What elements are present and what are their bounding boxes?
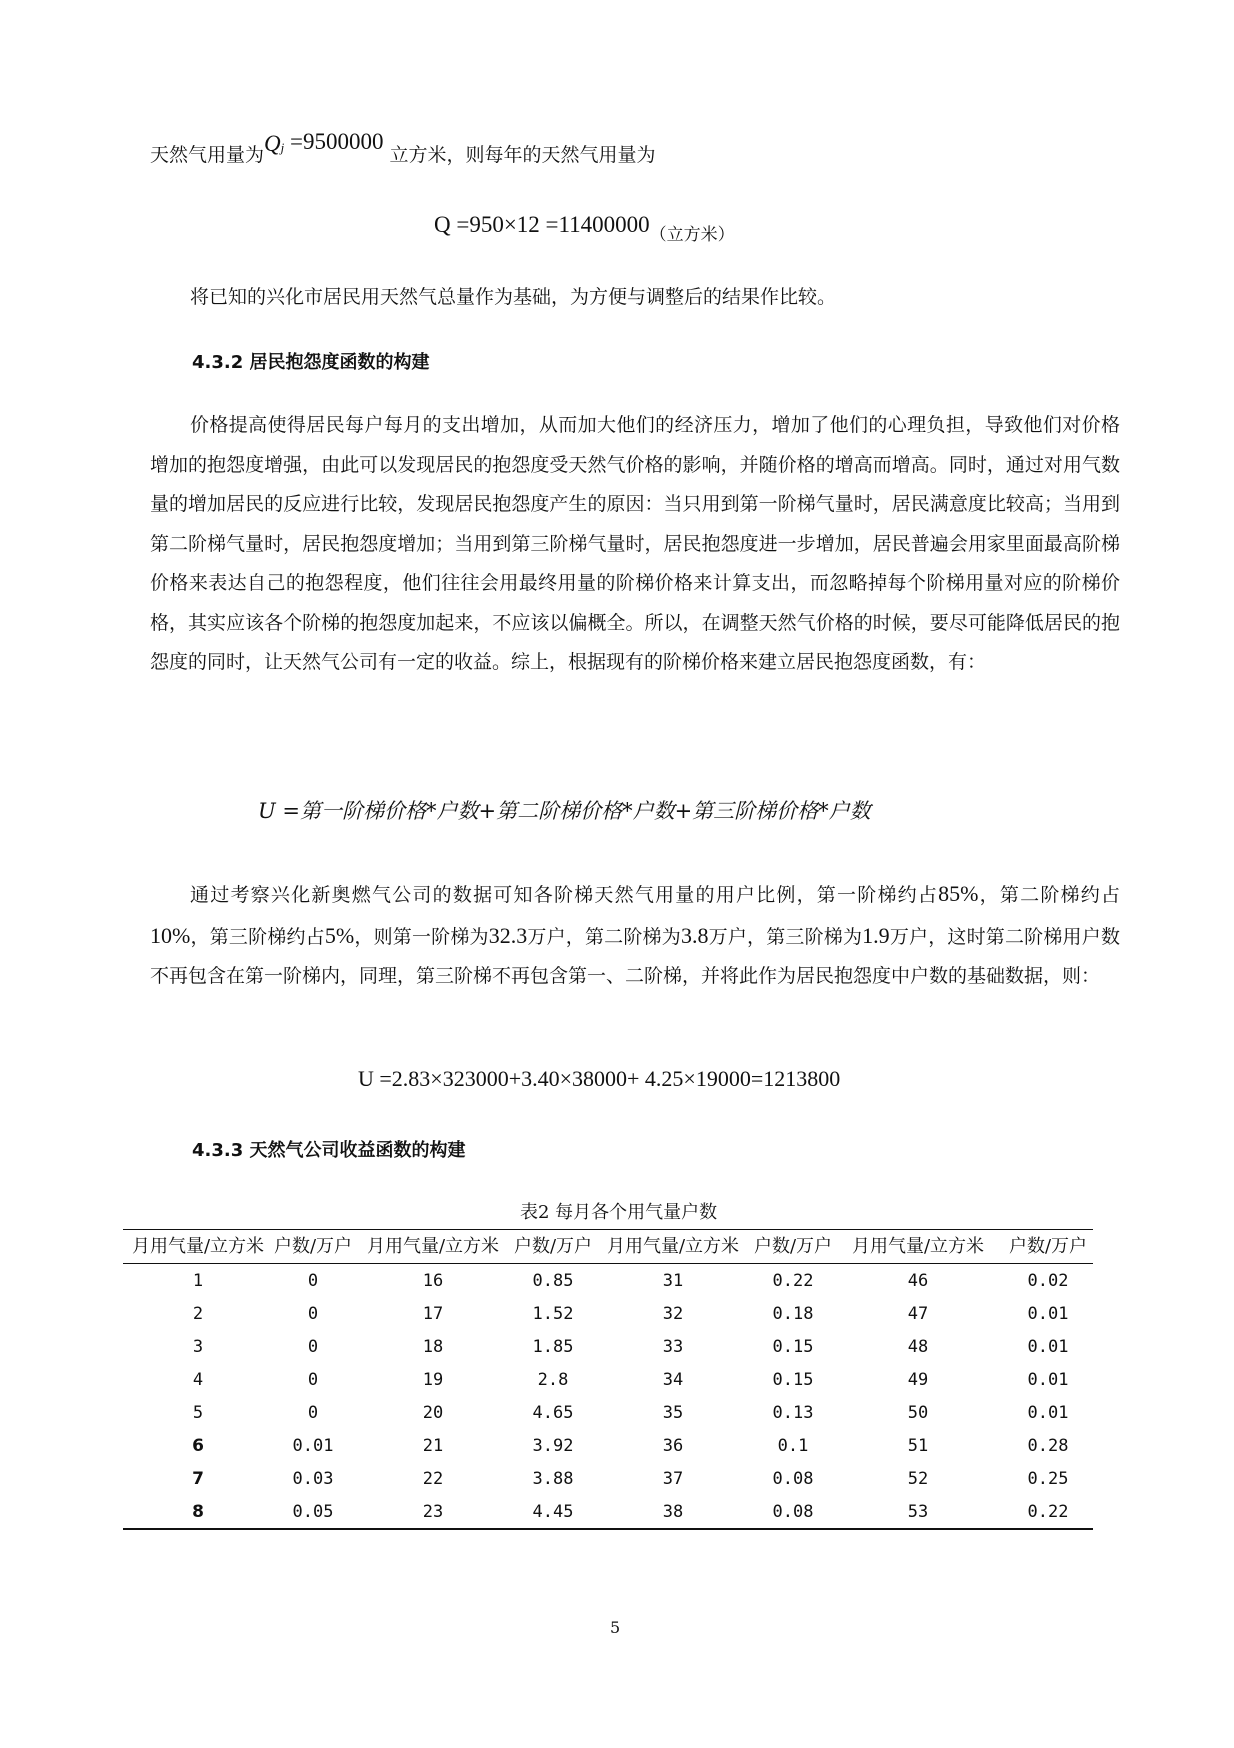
text: ，第三阶梯约占 xyxy=(190,925,325,948)
table-cell: 6 xyxy=(192,1435,204,1456)
value: 5% xyxy=(324,922,355,948)
table-row xyxy=(123,1396,1093,1429)
table-cell: 38 xyxy=(662,1501,684,1522)
table-cell: 0 xyxy=(307,1336,319,1357)
table-row xyxy=(123,1495,1093,1529)
table-cell: 50 xyxy=(907,1402,929,1423)
table-cell: 32 xyxy=(662,1303,684,1324)
table-cell: 0.15 xyxy=(772,1336,814,1357)
table-cell: 0.01 xyxy=(292,1435,334,1456)
table-cell: 3 xyxy=(192,1336,204,1357)
value: 32.3 xyxy=(488,922,528,948)
table-cell: 3.88 xyxy=(532,1468,574,1489)
table-cell: 0 xyxy=(307,1303,319,1324)
table-cell: 36 xyxy=(662,1435,684,1456)
value: 1.9 xyxy=(862,922,890,948)
table-cell: 0.08 xyxy=(772,1468,814,1489)
table-cell: 0.28 xyxy=(1027,1435,1069,1456)
table-cell: 2.8 xyxy=(537,1369,569,1390)
column-header: 月用气量/立方米 xyxy=(851,1236,985,1257)
formula-complaint-value: U =2.83×323000+3.40×38000+ 4.25×19000=1213800 xyxy=(358,1066,841,1091)
column-header: 户数/万户 xyxy=(273,1236,353,1257)
table-cell: 0.02 xyxy=(1027,1270,1069,1291)
table-cell: 0.01 xyxy=(1027,1336,1069,1357)
table-cell: 0.15 xyxy=(772,1369,814,1390)
table-cell: 1 xyxy=(192,1270,204,1291)
table-cell: 19 xyxy=(422,1369,444,1390)
table-cell: 22 xyxy=(422,1468,444,1489)
page-number: 5 xyxy=(610,1618,621,1637)
formula: Q =950×12 =11400000 xyxy=(434,212,650,237)
column-header: 户数/万户 xyxy=(1008,1236,1088,1257)
text: ，第二阶梯约占 xyxy=(978,884,1120,906)
table-cell: 0.03 xyxy=(292,1468,334,1489)
text: 立方米，则每年的天然气用量为 xyxy=(389,144,656,166)
table-cell: 2 xyxy=(192,1303,204,1324)
table-cell: 49 xyxy=(907,1369,929,1390)
table-row xyxy=(123,1462,1093,1495)
table-cell: 0.08 xyxy=(772,1501,814,1522)
math-subscript: j xyxy=(280,139,285,155)
table-cell: 1.52 xyxy=(532,1303,574,1324)
column-header: 户数/万户 xyxy=(513,1236,593,1257)
table-cell: 3.92 xyxy=(532,1435,574,1456)
table-cell: 7 xyxy=(192,1468,204,1489)
formula-complaint xyxy=(258,795,871,825)
text: 万户，第二阶梯为 xyxy=(527,925,681,948)
math-value: =9500000 xyxy=(284,129,384,154)
paragraph-ratio xyxy=(150,874,1120,997)
table-cell: 0.01 xyxy=(1027,1303,1069,1324)
table-cell: 23 xyxy=(422,1501,444,1522)
table-cell: 1.85 xyxy=(532,1336,574,1357)
table-cell: 51 xyxy=(907,1435,929,1456)
value: 85% xyxy=(938,881,979,906)
value: 10% xyxy=(150,922,191,948)
table-cell: 52 xyxy=(907,1468,929,1489)
table-cell: 48 xyxy=(907,1336,929,1357)
table-row xyxy=(123,1429,1093,1462)
table-cell: 21 xyxy=(422,1435,444,1456)
table-cell: 33 xyxy=(662,1336,684,1357)
table-cell: 0.85 xyxy=(532,1270,574,1291)
table-cell: 0 xyxy=(307,1369,319,1390)
table-cell: 4 xyxy=(192,1369,204,1390)
table-cell: 0.25 xyxy=(1027,1468,1069,1489)
table-row xyxy=(123,1264,1093,1298)
table-cell: 0.13 xyxy=(772,1402,814,1423)
table-cell: 0.1 xyxy=(777,1435,809,1456)
column-header: 月用气量/立方米 xyxy=(606,1236,740,1257)
table-cell: 46 xyxy=(907,1270,929,1291)
formula: U =第一阶梯价格*户数+第二阶梯价格*户数+第三阶梯价格*户数 xyxy=(258,799,871,823)
table-cell: 20 xyxy=(422,1402,444,1423)
table-row xyxy=(123,1330,1093,1363)
table-cell: 35 xyxy=(662,1402,684,1423)
table-cell: 0.22 xyxy=(1027,1501,1069,1522)
text: 天然气用量为 xyxy=(150,144,265,166)
text: 通过考察兴化新奥燃气公司的数据可知各阶梯天然气用量的用户比例，第一阶梯约占 xyxy=(190,884,939,906)
table-cell: 37 xyxy=(662,1468,684,1489)
table-cell: 5 xyxy=(192,1402,204,1423)
math-symbol: Q xyxy=(264,131,281,156)
table-cell: 0.01 xyxy=(1027,1369,1069,1390)
table-cell: 34 xyxy=(662,1369,684,1390)
table-cell: 31 xyxy=(662,1270,684,1291)
formula-annual-volume xyxy=(434,212,735,245)
paragraph: 将已知的兴化市居民用天然气总量作为基础，为方便与调整后的结果作比较。 xyxy=(190,286,837,308)
usage-table xyxy=(123,1229,1093,1530)
table-row xyxy=(123,1363,1093,1396)
table-cell: 47 xyxy=(907,1303,929,1324)
table-cell: 8 xyxy=(192,1501,204,1522)
text: 万户，第三阶梯为 xyxy=(708,925,863,948)
table-cell: 4.45 xyxy=(532,1501,574,1522)
table-cell: 17 xyxy=(422,1303,444,1324)
table-cell: 0 xyxy=(307,1270,319,1291)
section-heading: 4.3.3 天然气公司收益函数的构建 xyxy=(192,1140,466,1161)
text-line-monthly-volume xyxy=(150,129,656,170)
table-cell: 0.18 xyxy=(772,1303,814,1324)
table-caption: 表2 每月各个用气量户数 xyxy=(520,1202,718,1223)
table-cell: 53 xyxy=(907,1501,929,1522)
table-cell: 0.01 xyxy=(1027,1402,1069,1423)
table-cell: 0.05 xyxy=(292,1501,334,1522)
text: 万户，这时第二阶梯用户数不再包含在第一阶梯内，同理，第三阶梯不再包含第一、二阶梯，并将此作为居民抱怨度中户数的基础数据，则： xyxy=(150,925,1120,987)
table-cell: 0.22 xyxy=(772,1270,814,1291)
column-header: 户数/万户 xyxy=(753,1236,833,1257)
table-cell: 16 xyxy=(422,1270,444,1291)
value: 3.8 xyxy=(680,922,709,948)
unit: （立方米） xyxy=(649,225,735,245)
column-header: 月用气量/立方米 xyxy=(131,1236,265,1257)
text: ，则第一阶梯为 xyxy=(354,925,489,948)
section-heading: 4.3.2 居民抱怨度函数的构建 xyxy=(192,352,430,373)
paragraph: 价格提高使得居民每户每月的支出增加，从而加大他们的经济压力，增加了他们的心理负担，导致他们对价格增加的抱怨度增强，由此可以发现居民的抱怨度受天然气价格的影响，并随价格的增高而增高。同时，通过对用气数量的增加居民的反应进行比较，发现居民抱怨度产生的原因：当只用到第一阶梯气量时，居民满意度比较高；当用到第二阶梯气量时，居民抱怨度增加；当用到第三阶梯气量时，居民抱怨度进一步增加，居民普遍会用家里面最高阶梯价格来表达自己的抱怨程度，他们往往会用最终用量的阶梯价格来计算支出，而忽略掉每个阶梯用量对应的阶梯价格，其实应该各个阶梯的抱怨度加起来，不应该以偏概全。所以，在调整天然气价格的时候，要尽可能降低居民的抱怨度的同时，让天然气公司有一定的收益。综上，根据现有的阶梯价格来建立居民抱怨度函数，有： xyxy=(150,414,1120,673)
table-row xyxy=(123,1297,1093,1330)
table-header-row xyxy=(123,1230,1093,1264)
column-header: 月用气量/立方米 xyxy=(366,1236,500,1257)
table-cell: 0 xyxy=(307,1402,319,1423)
table-cell: 4.65 xyxy=(532,1402,574,1423)
table-cell: 18 xyxy=(422,1336,444,1357)
